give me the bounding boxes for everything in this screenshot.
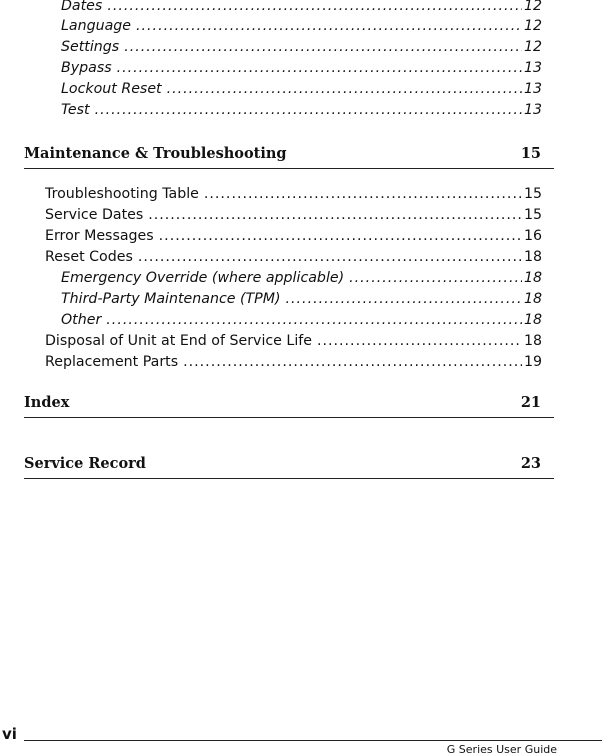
dot-leader	[204, 185, 522, 203]
dot-leader	[117, 59, 522, 77]
dot-leader	[136, 17, 522, 35]
toc-section-maintenance[interactable]	[24, 145, 554, 169]
toc-entry-troubleshooting-table[interactable]: Troubleshooting Table ..... 15	[45, 185, 542, 205]
dot-leader	[167, 80, 522, 98]
toc-entry-other[interactable]: Other ..... 18	[61, 311, 542, 331]
toc-entry-replacement-parts[interactable]: Replacement Parts ..... 19	[45, 353, 542, 373]
dot-leader	[317, 332, 522, 350]
toc-entry-lockout-reset[interactable]: Lockout Reset ..... 13	[61, 80, 542, 100]
footer-divider	[24, 740, 602, 741]
dot-leader	[148, 206, 522, 224]
dot-leader	[286, 290, 522, 308]
toc-entry-test[interactable]: Test ..... 13	[61, 101, 542, 121]
toc-entry-dates[interactable]: Dates ..... 12	[61, 0, 542, 17]
toc-entry-reset-codes[interactable]: Reset Codes ..... 18	[45, 248, 542, 268]
toc-entry-settings[interactable]: Settings ..... 12	[61, 38, 542, 58]
dot-leader	[159, 227, 522, 245]
section-title: Service Record	[24, 455, 146, 472]
toc-entry-bypass[interactable]: Bypass ..... 13	[61, 59, 542, 79]
dot-leader	[107, 0, 522, 15]
toc-entry-disposal[interactable]: Disposal of Unit at End of Service Life ..... 18	[45, 332, 542, 352]
toc-entry-error-messages[interactable]: Error Messages ..... 16	[45, 227, 542, 247]
section-page: 23	[520, 455, 541, 472]
dot-leader	[106, 311, 522, 329]
toc-section-service-record[interactable]	[24, 455, 554, 479]
footer-doc-title: G Series User Guide	[446, 743, 557, 756]
section-title: Maintenance & Troubleshooting	[24, 145, 287, 162]
dot-leader	[349, 269, 522, 287]
toc-entry-language[interactable]: Language ..... 12	[61, 17, 542, 37]
toc-entry-emergency-override[interactable]: Emergency Override (where applicable) ..... 18	[61, 269, 542, 289]
footer-page-number: vi	[2, 725, 17, 743]
section-page: 15	[520, 145, 541, 162]
dot-leader	[183, 353, 522, 371]
toc-entry-service-dates[interactable]: Service Dates ..... 15	[45, 206, 542, 226]
dot-leader	[124, 38, 522, 56]
dot-leader	[95, 101, 522, 119]
toc-entry-third-party-maintenance[interactable]: Third-Party Maintenance (TPM) ..... 18	[61, 290, 542, 310]
section-title: Index	[24, 394, 70, 411]
dot-leader	[138, 248, 522, 266]
toc-section-index[interactable]	[24, 394, 554, 418]
section-page: 21	[520, 394, 541, 411]
